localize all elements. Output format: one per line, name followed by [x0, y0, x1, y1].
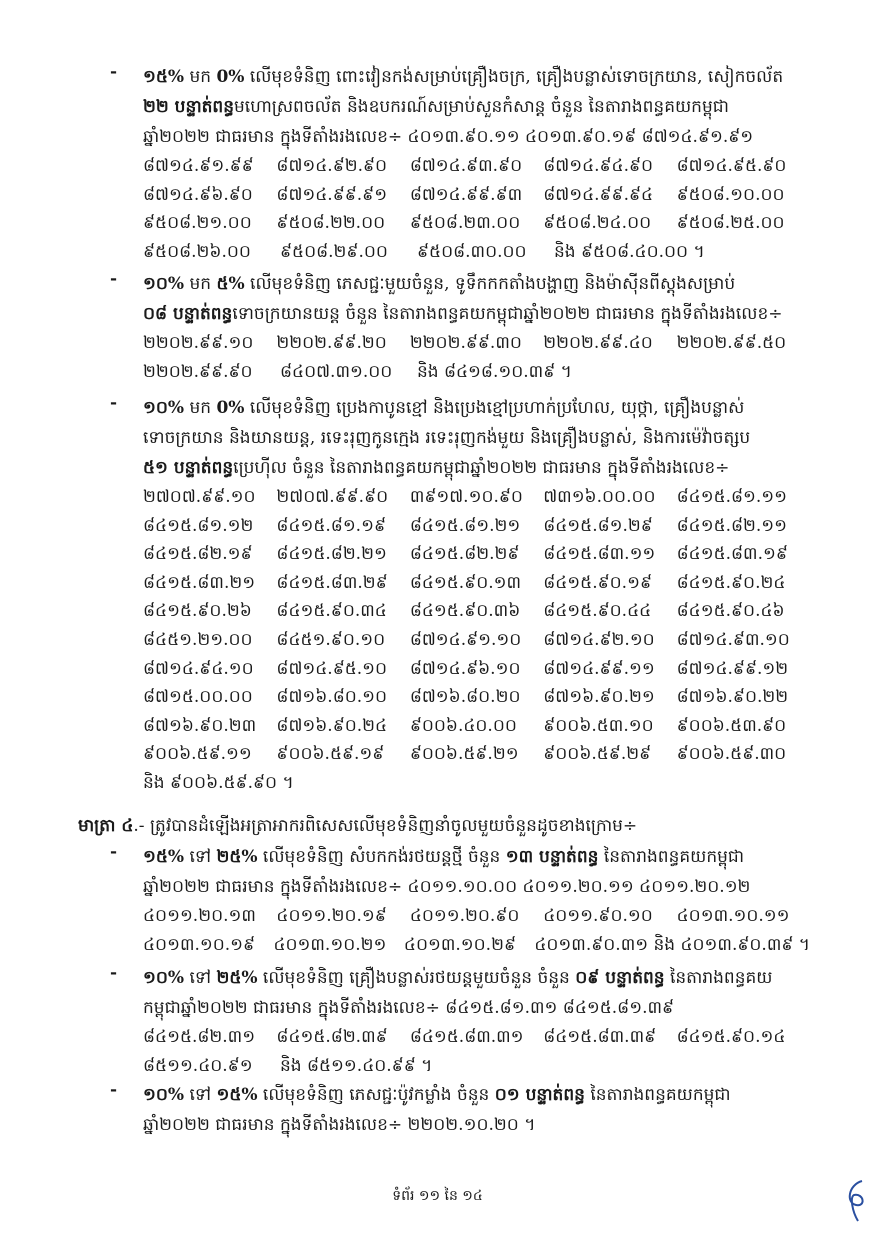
bold-text: ០១ បន្ទាត់ពន្ធ	[494, 1085, 585, 1105]
body-text: ទោចក្រយានយន្ត ចំនួន	[232, 304, 384, 324]
body-text: នៃតារាងពន្ធគយកម្ពុជា	[598, 847, 745, 867]
tariff-code: ៨៤១៥.៩០.៤៦	[676, 601, 785, 622]
tariff-code: ៨៤៥១.៩០.១០	[276, 629, 386, 650]
article-heading	[78, 811, 637, 841]
tariff-code: ៨៤១៥.៨២.៣១	[143, 1027, 256, 1047]
bold-text: ០៩ បន្ទាត់ពន្ធ	[575, 968, 665, 988]
body-text: មក	[184, 398, 217, 418]
tariff-code: ៨៤១៥.៩០.១៣	[409, 572, 522, 593]
body-text: ទោចក្រយាន និងយានយន្ត, រទេះរុញកូនក្មេង រទេះរុញកង់មួយ និងគ្រឿងបន្លាស់, និងការម៉េវ៉ាចត្សប	[143, 428, 751, 448]
article-text: .- ត្រូវបានដំឡើងអត្រាអាករពិសេសលើមុខទំនិញនាំចូលមួយចំនួនដូចខាងក្រោម÷	[133, 816, 638, 836]
tariff-code: ៤០១១.២០.៩០	[409, 906, 520, 926]
tariff-code: ៩០០៦.៥៩.២១	[409, 744, 519, 765]
body-text: លើមុខទំនិញ ពោះវៀនកង់សម្រាប់គ្រឿងចក្រ, គ្រឿងបន្លាស់ទោចក្រយាន, សៀកចល័ត	[244, 67, 784, 87]
bullet-text-line	[143, 393, 810, 423]
tariff-code: ៨៥១១.៤០.៩១	[143, 1055, 253, 1076]
bullet-text-line	[143, 92, 810, 122]
tariff-code: ២២០២.៩៩.១០	[143, 333, 254, 353]
tariff-code: ៨៧១៤.៩៩.៩១	[276, 184, 388, 205]
code-row	[143, 597, 810, 626]
tariff-code: ២២០២.៩៩.៥០	[676, 333, 787, 353]
bullet-dash: -	[110, 62, 118, 82]
tariff-code: ៩៥០៨.២៩.០០	[280, 241, 388, 262]
bold-text: ១៣ បន្ទាត់ពន្ធ	[505, 847, 599, 867]
bullet-text-line	[143, 299, 810, 329]
tariff-code: ៨៤៥១.២១.០០	[143, 629, 253, 650]
bold-text: ១៥%	[216, 1085, 258, 1105]
tariff-code: ៨៧១៤.៩៣.៩០	[409, 156, 523, 176]
code-row	[143, 902, 810, 931]
tariff-code: ៨៤១៥.៨២.២១	[276, 544, 387, 565]
code-row	[143, 712, 810, 741]
bold-text: ១៥%	[143, 67, 185, 87]
body-text: ឆ្នាំ២០២២ ជាធរមាន ក្នុងទីតាំងរងលេខ÷ ៤០១១.១០.០០ ៤០១១.២០.១១ ៤០១១.២០.១២	[143, 877, 751, 897]
bold-text: ០៨ បន្ទាត់ពន្ធ	[143, 304, 233, 324]
code-row	[143, 569, 810, 598]
body-text: ឆ្នាំ២០២២ ជាធរមាន ក្នុងទីតាំងរងលេខ÷ ២២០២.១០.២០ ។	[143, 1115, 536, 1135]
tariff-code: ៨៤១៥.៨៣.២១	[143, 572, 256, 593]
tariff-code: ៨៤១៥.៨១.២៩	[543, 515, 653, 536]
tariff-code: ៨៧១៤.៩៥.៩០	[676, 156, 787, 176]
tariff-code: ៨៤១៥.៨២.៣៩	[276, 1027, 388, 1047]
tariff-code: ៨៧១៤.៩៩.៩៣	[409, 184, 523, 205]
bold-text: ១០%	[143, 398, 185, 418]
tariff-code: និង ៩០០៦.៥៩.៩០ ។	[143, 772, 294, 793]
tariff-code: ៨៤១៥.៨២.១១	[676, 515, 788, 536]
tariff-code: ៨៤១៥.៨១.២១	[409, 515, 521, 536]
tariff-code: ៨៤១៥.៩០.២៦	[143, 601, 252, 622]
body-text: លើមុខទំនិញ គ្រឿងបន្លាស់រថយន្តមួយចំនួន ចំនួន	[257, 968, 576, 988]
signature-mark	[840, 1175, 870, 1225]
bullet-text-line	[143, 842, 810, 872]
bullet-item	[110, 393, 810, 798]
code-row	[143, 655, 810, 684]
tariff-code: ២២០២.៩៩.៣០	[409, 333, 522, 353]
bold-text: ២៥%	[216, 968, 258, 988]
tariff-code: ៨៧១៤.៩២.៩០	[276, 156, 388, 176]
code-row	[143, 483, 810, 512]
body-text: មហោស្រពចល័ត និងឧបករណ៍សម្រាប់សួនកំសាន្ត ចំនួន	[234, 97, 589, 117]
article-label: មាត្រា ៤	[78, 816, 134, 836]
code-row	[143, 931, 810, 960]
tariff-code: ៤០១១.៩០.១០	[543, 906, 653, 926]
bold-text: ១០%	[143, 968, 185, 988]
code-row	[143, 209, 810, 238]
code-row	[143, 1052, 810, 1081]
bullet-text-line	[143, 1110, 810, 1140]
body-text: ទៅ	[184, 968, 217, 988]
tariff-code: ៨៧១៦.៩០.២១	[543, 687, 655, 708]
tariff-code: ៤០១១.២០.១៩	[276, 906, 387, 926]
body-text: នៃតារាងពន្ធគយកម្ពុជាឆ្នាំ២០២២ ជាធរមាន ក្នុងទីតាំងរងលេខ÷	[383, 304, 783, 324]
bold-text: 0%	[216, 67, 245, 87]
bullet-dash: -	[110, 842, 118, 862]
bold-text: ២២ បន្ទាត់ពន្ធ	[143, 97, 235, 117]
tariff-code: ៨៤១៥.៨១.១២	[143, 515, 254, 536]
bullet-item	[110, 62, 810, 266]
bullet-dash: -	[110, 269, 118, 289]
bold-text: ៥%	[216, 274, 245, 294]
tariff-code: ៩៥០៨.២៤.០០	[543, 213, 652, 234]
body-text: មក	[184, 274, 217, 294]
page-number: ទំព័រ ១១ នៃ ១៤	[392, 1188, 483, 1204]
tariff-code: ៨៤១៥.៩០.៤៤	[543, 601, 652, 622]
tariff-code: ៨៧១៤.៩៤.៩០	[543, 156, 654, 176]
code-row	[143, 626, 810, 655]
bullet-dash: -	[110, 393, 118, 413]
code-row	[143, 238, 810, 267]
tariff-code: ៨៧១៦.៩០.២២	[676, 687, 789, 708]
bullet-dash: -	[110, 963, 118, 983]
bullet-item	[110, 1080, 810, 1140]
code-table	[143, 152, 810, 266]
code-table	[143, 329, 810, 386]
tariff-code: ៨៧១៤.៩៣.១០	[676, 629, 790, 650]
tariff-code: និង ៩៥០៨.៤០.០០ ។	[554, 241, 705, 262]
bullet-text-line	[143, 872, 810, 902]
tariff-code: ៨៧១៤.៩៥.១០	[276, 658, 388, 679]
tariff-code: ៩៥០៨.៣០.០០	[417, 241, 527, 262]
bullet-dash: -	[110, 1080, 118, 1100]
tariff-code: ៨៧១៤.៩៦.១០	[409, 658, 521, 679]
tariff-code: ៨៤១៥.៩០.១៤	[676, 1027, 786, 1047]
tariff-code: និង ៨៥១១.៤០.៩៩ ។	[280, 1055, 433, 1076]
tariff-code: ៩៥០៨.២៣.០០	[409, 213, 521, 234]
bullet-text-line	[143, 1080, 810, 1110]
tariff-code: ២៧០៧.៩៩.៩០	[276, 487, 389, 507]
tariff-code: ៩០០៦.៥៩.២៩	[543, 744, 652, 765]
body-text: លើមុខទំនិញ ភេសជ្ជៈមួយចំនួន, ទូទឹកកកតាំងបង្ហាញ និងម៉ាស៊ីនពីស្តុងសម្រាប់	[244, 274, 736, 294]
code-row	[143, 512, 810, 541]
tariff-code: ៨៤១៥.៨៣.១៩	[676, 544, 788, 565]
code-row	[143, 152, 810, 181]
bullet-text-line	[143, 453, 810, 483]
tariff-code: ២២០២.៩៩.៩០	[143, 361, 253, 382]
tariff-code: ៨៧១៦.៩០.២៤	[276, 715, 388, 736]
tariff-code: ៩០០៦.៥៣.១០	[543, 715, 654, 736]
tariff-code: ៩០០៦.៥៩.១៩	[276, 744, 385, 765]
bold-text: ១០%	[143, 1085, 185, 1105]
tariff-code: ៨៧១៤.៩១.៩៩	[143, 156, 254, 176]
tariff-code: ៨៤០៧.៣១.០០	[280, 361, 393, 382]
body-text: លើមុខទំនិញ ភេសជ្ជៈប៉ូវកម្លាំង ចំនួន	[257, 1085, 495, 1105]
tariff-code: ៨៧១៤.៩១.១០	[409, 629, 522, 650]
bullet-text-line	[143, 62, 810, 92]
tariff-code: ៨៤១៥.៨១.១៩	[276, 515, 386, 536]
bullet-text-line	[143, 993, 810, 1023]
bullet-text-line	[143, 963, 810, 993]
code-row	[143, 540, 810, 569]
tariff-code: ៨៤១៥.៨៣.២៩	[276, 572, 388, 593]
tariff-code: ៨៤១៥.៩០.៣៦	[409, 601, 521, 622]
bullet-item	[110, 269, 810, 386]
body-text: នៃតារាងពន្ធគយកម្ពុជាឆ្នាំ២០២២ ជាធរមាន ក្នុងទីតាំងរងលេខ÷	[329, 458, 730, 478]
tariff-code: ២៧០៧.៩៩.១០	[143, 487, 256, 507]
bold-text: ២៥%	[216, 847, 258, 867]
bullet-text-line	[143, 122, 810, 152]
tariff-code: ៨៧១៥.០០.០០	[143, 687, 253, 708]
tariff-code: ៨៧១៦.៨០.២០	[409, 687, 521, 708]
tariff-code: ៨៧១៤.៩៦.៩០	[143, 184, 253, 205]
tariff-code: ៣៩១៧.១០.៩០	[409, 487, 523, 507]
code-row	[143, 1023, 810, 1052]
tariff-code: ៨៤១៥.៩០.៣៤	[276, 601, 387, 622]
code-row	[143, 769, 810, 798]
bold-text: ១០%	[143, 274, 185, 294]
tariff-code: ៨៤១៥.៨៣.១១	[543, 544, 656, 565]
code-table	[143, 1023, 810, 1080]
tariff-code: ៨៤១៥.៨៣.៣១	[409, 1027, 524, 1047]
body-text: នៃតារាងពន្ធគយកម្ពុជា	[584, 1085, 731, 1105]
tariff-code: ៨៧១៤.៩៩.១២	[676, 658, 789, 679]
bold-text: ១៥%	[143, 847, 185, 867]
tariff-code: ៨៧១៦.៨០.១០	[276, 687, 388, 708]
body-text: នៃតារាងពន្ធគយ	[664, 968, 773, 988]
bold-text: ៥១ បន្ទាត់ពន្ធ	[143, 458, 234, 478]
tariff-code: ៤០១៣.៩០.៣១ និង ៤០១៣.៩០.៣៩ ។	[534, 934, 811, 955]
tariff-code: និង ៨៤១៨.១០.៣៩ ។	[417, 361, 572, 382]
tariff-code: ៤០១៣.១០.១៩	[143, 934, 256, 955]
tariff-code: ៩៥០៨.២១.០០	[143, 213, 252, 234]
body-text: ទៅ	[184, 1085, 217, 1105]
body-text: លើមុខទំនិញ សំបកកង់រថយន្តថ្មី ចំនួន	[257, 847, 506, 867]
body-text: កម្ពុជាឆ្នាំ២០២២ ជាធរមាន ក្នុងទីតាំងរងលេខ÷ ៨៤១៥.៨១.៣១ ៨៤១៥.៨១.៣៩	[143, 998, 675, 1018]
tariff-code: ៨៤១៥.៩០.១៩	[543, 572, 652, 593]
tariff-code: ៤០១៣.១០.១១	[676, 906, 790, 926]
tariff-code: ៨៧១៤.៩២.១០	[543, 629, 655, 650]
code-row	[143, 181, 810, 210]
bullet-item	[110, 963, 810, 1080]
tariff-code: ៩០០៦.៤០.០០	[409, 715, 517, 736]
bullet-item	[110, 842, 810, 959]
tariff-code: ២២០២.៩៩.៤០	[543, 333, 653, 353]
tariff-code: ៩០០៦.៥៩.៣០	[676, 744, 787, 765]
body-text: មក	[184, 67, 217, 87]
tariff-code: ៨៤១៥.៨២.២៩	[409, 544, 520, 565]
tariff-code: ៨៧១៦.៩០.២៣	[143, 715, 257, 736]
tariff-code: ៩៥០៨.២៦.០០	[143, 241, 251, 262]
code-table	[143, 483, 810, 798]
tariff-code: ៤០១៣.១០.២៩	[403, 934, 516, 955]
code-row	[143, 358, 810, 387]
tariff-code: ៧៣១៦.០០.០០	[543, 487, 656, 507]
tariff-code: ៨៤១៥.៨៣.៣៩	[543, 1027, 657, 1047]
bullet-text-line	[143, 269, 810, 299]
bold-text: 0%	[216, 398, 245, 418]
code-row	[143, 740, 810, 769]
code-table	[143, 902, 810, 959]
tariff-code: ៨៧១៤.៩៩.១១	[543, 658, 655, 679]
bullet-text-line	[143, 423, 810, 453]
body-text: នៃតារាងពន្ធគយកម្ពុជា	[588, 97, 729, 117]
tariff-code: ៤០១៣.១០.២១	[273, 934, 387, 955]
body-text: ឆ្នាំ២០២២ ជាធរមាន ក្នុងទីតាំងរងលេខ÷ ៤០១៣.៩០.១១ ៤០១៣.៩០.១៩ ៨៧១៤.៩១.៩១	[143, 127, 754, 147]
tariff-code: ៨៤១៥.៩០.២៤	[676, 572, 786, 593]
tariff-code: ៩៥០៨.១០.០០	[676, 184, 785, 205]
body-text: ប្រេហ៊ីល ចំនួន	[233, 458, 330, 478]
tariff-code: ៩៥០៨.២៥.០០	[676, 213, 785, 234]
code-row	[143, 329, 810, 358]
tariff-code: ៨៧១៤.៩៤.១០	[143, 658, 254, 679]
tariff-code: ៨៤១៥.៨១.១១	[676, 487, 788, 507]
tariff-code: ៤០១១.២០.១៣	[143, 906, 256, 926]
tariff-code: ៩៥០៨.២២.០០	[276, 213, 386, 234]
tariff-code: ៨៤១៥.៨២.១៩	[143, 544, 253, 565]
body-text: ទៅ	[184, 847, 217, 867]
tariff-code: ២២០២.៩៩.២០	[276, 333, 387, 353]
tariff-code: ៨៧១៤.៩៩.៩៤	[543, 184, 654, 205]
body-text: លើមុខទំនិញ ប្រេងកាបូនខ្មៅ និងប្រេងខ្មៅប្រហាក់ប្រហែល, យុថ្កា, គ្រឿងបន្លាស់	[244, 398, 745, 418]
tariff-code: ៩០០៦.៥៣.៩០	[676, 715, 787, 736]
code-row	[143, 683, 810, 712]
tariff-code: ៩០០៦.៥៩.១១	[143, 744, 252, 765]
